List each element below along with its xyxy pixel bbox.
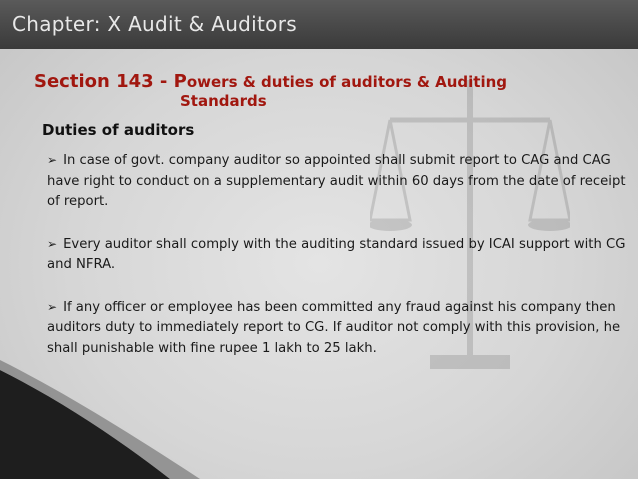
list-item [47, 234, 627, 276]
arrow-bullet-icon: ➢ [47, 236, 58, 251]
section-heading-title: owers & duties of auditors & Auditing [186, 73, 508, 91]
arrow-bullet-icon: ➢ [47, 153, 58, 167]
bullet-text: In case of govt. company auditor so appointed shall submit report to CAG and CAG have right to conduct on a supplementary audit within 60 days from the date of receipt of report. [47, 153, 626, 209]
section-heading [34, 71, 574, 110]
bullet-text: If any officer or employee has been committed any fraud against his company then auditors duty to immediately report to CG. If auditor not comply with this provision, he shall punishable with fine rupee 1 lakh to 25 lakh. [47, 299, 621, 356]
slide-title: Chapter: X Audit & Auditors [12, 12, 297, 36]
section-heading-line2: Standards [180, 92, 267, 110]
list-item [47, 150, 627, 213]
subheading: Duties of auditors [42, 121, 195, 139]
section-heading-number: Section 143 - P [34, 71, 187, 92]
bullet-text: Every auditor shall comply with the auditing standard issued by ICAI support with CG and NFRA. [47, 236, 626, 272]
title-bar [0, 0, 638, 49]
list-item [47, 297, 627, 360]
arrow-bullet-icon: ➢ [47, 299, 58, 314]
bullet-list [47, 150, 627, 380]
